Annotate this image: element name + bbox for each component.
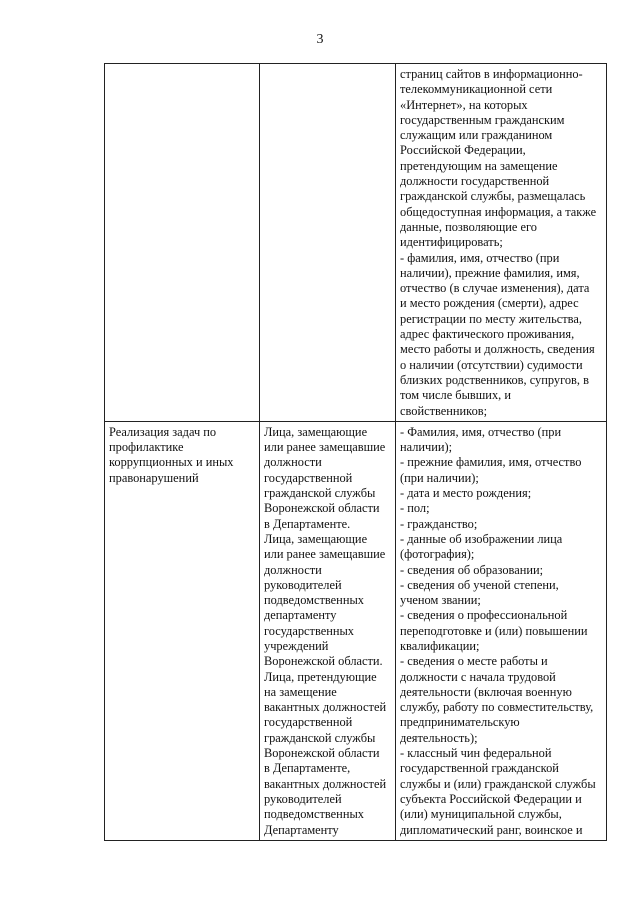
text-line: гражданской службы, размещалась (400, 189, 586, 204)
text-line: ученом звании; (400, 593, 481, 608)
text-line: адрес фактического проживания, (400, 327, 575, 342)
text-line: должности (264, 455, 322, 470)
text-line: - пол; (400, 501, 430, 516)
table-row (105, 421, 607, 840)
text-line: учреждений (264, 638, 329, 653)
text-line: Департаменту (264, 822, 339, 837)
text-line: - гражданство; (400, 516, 478, 531)
text-line: (при наличии); (400, 470, 479, 485)
text-line: государственным гражданским (400, 112, 565, 127)
text-line: субъекта Российской Федерации и (400, 791, 582, 806)
text-line: том числе бывших, и (400, 388, 511, 403)
table-cell-data-list (396, 421, 607, 840)
text-line: государственной гражданской (400, 761, 559, 776)
text-line: службу, работу по совместительству, (400, 700, 594, 715)
text-line: Лица, претендующие (264, 669, 377, 684)
text-line: или ранее замещавшие (264, 440, 386, 455)
text-line: государственной (264, 470, 353, 485)
text-line: руководителей (264, 791, 342, 806)
text-line: Воронежской области (264, 501, 380, 516)
text-line: «Интернет», на которых (400, 97, 528, 112)
text-line: предпринимательскую (400, 715, 520, 730)
text-line: близких родственников, супругов, в (400, 372, 589, 387)
text-line: - фамилия, имя, отчество (при (400, 250, 560, 265)
text-line: Лица, замещающие (264, 531, 368, 546)
text-line: общедоступная информация, а также (400, 204, 597, 219)
text-line: дипломатический ранг, воинское и (400, 822, 583, 837)
text-line: вакантных должностей (264, 700, 387, 715)
table-cell-purpose (105, 64, 260, 422)
table-cell-purpose (105, 421, 260, 840)
text-line: - классный чин федеральной (400, 746, 552, 761)
table-cell-subjects (260, 421, 396, 840)
text-line: идентифицировать; (400, 235, 503, 250)
page-number: 3 (316, 32, 324, 47)
text-line: - сведения о профессиональной (400, 608, 568, 623)
text-line: регистрации по месту жительства, (400, 311, 582, 326)
text-line: Воронежской области. (264, 654, 383, 669)
text-line: должности с начала трудовой (400, 669, 556, 684)
text-line: о наличии (отсутствии) судимости (400, 357, 583, 372)
text-line: (или) муниципальной службы, (400, 807, 562, 822)
data-table (104, 63, 607, 841)
text-line: квалификации; (400, 638, 480, 653)
text-line: или ранее замещавшие (264, 547, 386, 562)
text-line: гражданской службы (264, 486, 376, 501)
table-row (105, 64, 607, 422)
text-line: государственной (264, 715, 353, 730)
text-line: служащим или гражданином (400, 128, 553, 143)
text-line: место работы и должность, сведения (400, 342, 595, 357)
text-line: подведомственных (264, 807, 364, 822)
text-line: телекоммуникационной сети (400, 82, 553, 97)
text-line: гражданской службы (264, 730, 376, 745)
text-line: (фотография); (400, 547, 475, 562)
text-line: службы и (или) гражданской службы (400, 776, 596, 791)
text-line: должности государственной (400, 174, 550, 189)
text-line: и место рождения (смерти), адрес (400, 296, 579, 311)
text-line: руководителей (264, 577, 342, 592)
text-line: коррупционных и иных (109, 455, 234, 470)
text-line: отчество (в случае изменения), дата (400, 281, 590, 296)
text-line: государственных (264, 623, 355, 638)
text-line: - прежние фамилия, имя, отчество (400, 455, 582, 470)
text-line: - сведения об ученой степени, (400, 577, 559, 592)
text-line: претендующим на замещение (400, 158, 558, 173)
text-line: подведомственных (264, 593, 364, 608)
text-line: Лица, замещающие (264, 424, 368, 439)
text-line: Реализация задач по (109, 424, 217, 439)
text-line: переподготовке и (или) повышении (400, 623, 588, 638)
text-line: должности (264, 562, 322, 577)
text-line: правонарушений (109, 470, 199, 485)
text-line: наличии); (400, 440, 453, 455)
text-line: - данные об изображении лица (400, 531, 563, 546)
text-line: департаменту (264, 608, 337, 623)
text-line: страниц сайтов в информационно- (400, 67, 583, 81)
text-line: Российской Федерации, (400, 143, 526, 158)
text-line: - сведения о месте работы и (400, 654, 548, 669)
text-line: в Департаменте, (264, 761, 351, 776)
text-line: в Департаменте. (264, 516, 351, 531)
text-line: вакантных должностей (264, 776, 387, 791)
table-cell-subjects (260, 64, 396, 422)
text-line: свойственников; (400, 403, 488, 418)
text-line: профилактике (109, 440, 184, 455)
text-line: - дата и место рождения; (400, 486, 532, 501)
text-line: - сведения об образовании; (400, 562, 544, 577)
text-line: деятельность); (400, 730, 478, 745)
text-line: Воронежской области (264, 746, 380, 761)
text-line: наличии), прежние фамилия, имя, (400, 265, 580, 280)
text-line: на замещение (264, 684, 337, 699)
text-line: - Фамилия, имя, отчество (при (400, 424, 562, 439)
text-line: деятельности (включая военную (400, 684, 572, 699)
text-line: данные, позволяющие его (400, 219, 537, 234)
table-cell-data-list (396, 64, 607, 422)
